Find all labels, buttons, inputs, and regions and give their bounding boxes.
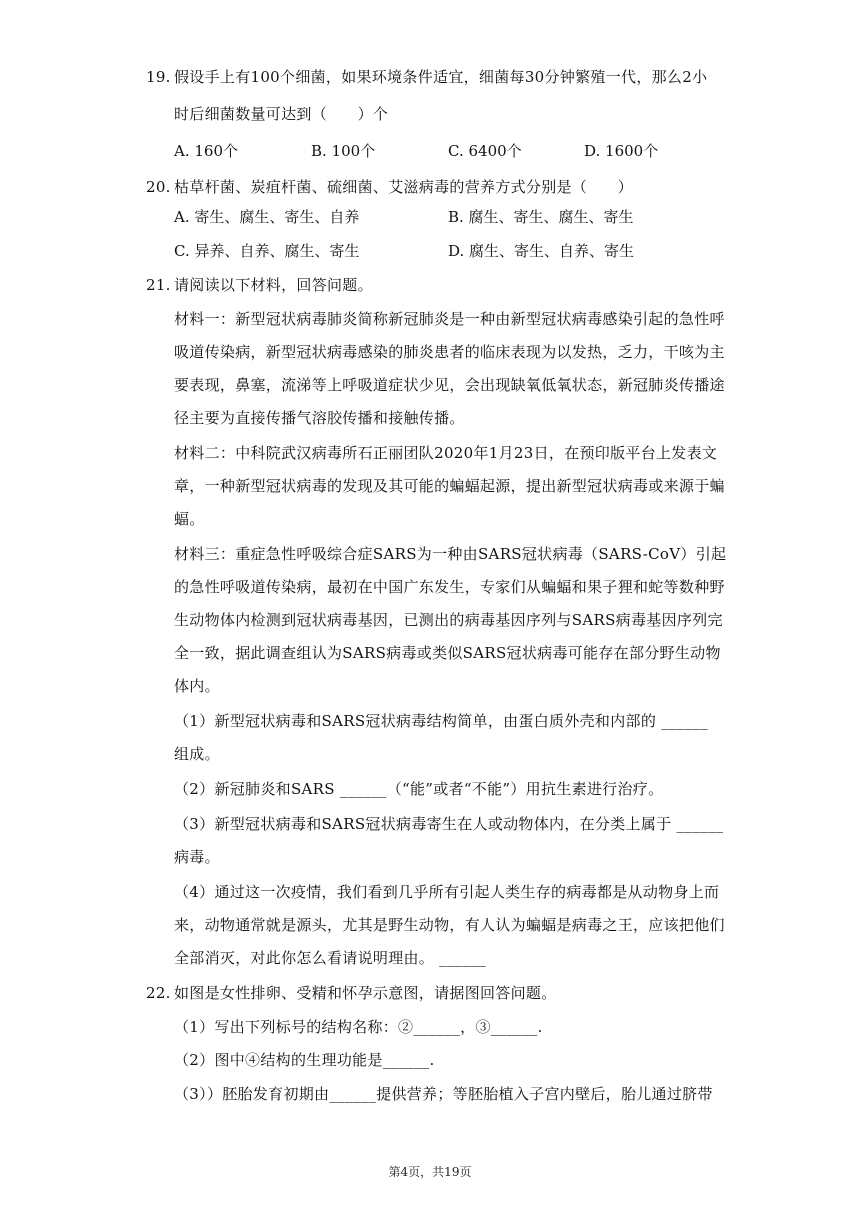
q21-material3-line4: 全一致，据此调查组认为SARS病毒或类似SARS冠状病毒可能存在部分野生动物 bbox=[174, 644, 721, 662]
q21-material2-line2: 章，一种新型冠状病毒的发现及其可能的蝙蝠起源，提出新型冠状病毒或来源于蝙 bbox=[174, 477, 725, 495]
q19-stem-line1: 假设手上有100个细菌，如果环境条件适宜，细菌每30分钟繁殖一代，那么2小 bbox=[174, 68, 708, 86]
q20-stem: 枯草杆菌、炭疽杆菌、硫细菌、艾滋病毒的营养方式分别是（ ） bbox=[174, 178, 634, 196]
page-footer: 第4页，共19页 bbox=[388, 1165, 472, 1179]
q21-number: 21. bbox=[146, 276, 171, 294]
q21-sub4-line2: 来，动物通常就是源头，尤其是野生动物，有人认为蝙蝠是病毒之王，应该把他们 bbox=[174, 916, 725, 934]
q21-material3-line3: 生动物体内检测到冠状病毒基因，已测出的病毒基因序列与SARS病毒基因序列完 bbox=[174, 611, 723, 629]
q22-sub2: （2）图中④结构的生理功能是______. bbox=[174, 1051, 435, 1069]
q20-option-c: C. 异养、自养、腐生、寄生 bbox=[174, 242, 360, 260]
q19-option-a: A. 160个 bbox=[174, 142, 238, 160]
q19-number: 19. bbox=[146, 68, 171, 86]
q20-number: 20. bbox=[146, 178, 171, 196]
q21-material3-line5: 体内。 bbox=[174, 677, 220, 695]
q21-material2-line3: 蝠。 bbox=[174, 510, 205, 528]
q21-sub4-line1: （4）通过这一次疫情，我们看到几乎所有引起人类生存的病毒都是从动物身上而 bbox=[174, 883, 720, 901]
q21-intro: 请阅读以下材料，回答问题。 bbox=[174, 276, 373, 294]
q20-option-b: B. 腐生、寄生、腐生、寄生 bbox=[448, 208, 634, 226]
q22-sub1: （1）写出下列标号的结构名称：②______，③______. bbox=[174, 1018, 543, 1036]
q19-option-d: D. 1600个 bbox=[584, 142, 659, 160]
q21-sub2: （2）新冠肺炎和SARS ______（“能”或者“不能”）用抗生素进行治疗。 bbox=[174, 780, 664, 798]
q22-number: 22. bbox=[146, 984, 171, 1002]
q21-material1-line3: 要表现，鼻塞，流涕等上呼吸道症状少见，会出现缺氧低氧状态，新冠肺炎传播途 bbox=[174, 376, 725, 394]
q20-option-d: D. 腐生、寄生、自养、寄生 bbox=[448, 242, 635, 260]
q21-material2-line1: 材料二：中科院武汉病毒所石正丽团队2020年1月23日，在预印版平台上发表文 bbox=[174, 444, 718, 462]
q21-sub4-line3: 全部消灭，对此你怎么看请说明理由。 ______ bbox=[174, 949, 486, 967]
q21-material1-line2: 吸道传染病，新型冠状病毒感染的肺炎患者的临床表现为以发热，乏力，干咳为主 bbox=[174, 343, 725, 361]
q21-material3-line1: 材料三：重症急性呼吸综合症SARS为一种由SARS冠状病毒（SARS-CoV）引起 bbox=[174, 545, 727, 563]
q19-option-b: B. 100个 bbox=[311, 142, 376, 160]
q22-intro: 如图是女性排卵、受精和怀孕示意图，请据图回答问题。 bbox=[174, 984, 557, 1002]
q19-stem-line2: 时后细菌数量可达到（ ）个 bbox=[174, 105, 389, 123]
q19-option-c: C. 6400个 bbox=[448, 142, 522, 160]
q20-option-a: A. 寄生、腐生、寄生、自养 bbox=[174, 208, 360, 226]
q21-material1-line1: 材料一：新型冠状病毒肺炎简称新冠肺炎是一种由新型冠状病毒感染引起的急性呼 bbox=[174, 310, 725, 328]
q21-material1-line4: 径主要为直接传播气溶胶传播和接触传播。 bbox=[174, 409, 465, 427]
q21-material3-line2: 的急性呼吸道传染病，最初在中国广东发生，专家们从蝙蝠和果子狸和蛇等数种野 bbox=[174, 578, 725, 596]
q21-sub3-line2: 病毒。 bbox=[174, 848, 220, 866]
q21-sub1-line1: （1）新型冠状病毒和SARS冠状病毒结构简单，由蛋白质外壳和内部的 ______ bbox=[174, 712, 708, 730]
q21-sub3-line1: （3）新型冠状病毒和SARS冠状病毒寄生在人或动物体内，在分类上属于 ______ bbox=[174, 815, 724, 833]
q21-sub1-line2: 组成。 bbox=[174, 745, 220, 763]
q22-sub3: （3））胚胎发育初期由______提供营养；等胚胎植入子宫内壁后，胎儿通过脐带 bbox=[174, 1085, 713, 1103]
